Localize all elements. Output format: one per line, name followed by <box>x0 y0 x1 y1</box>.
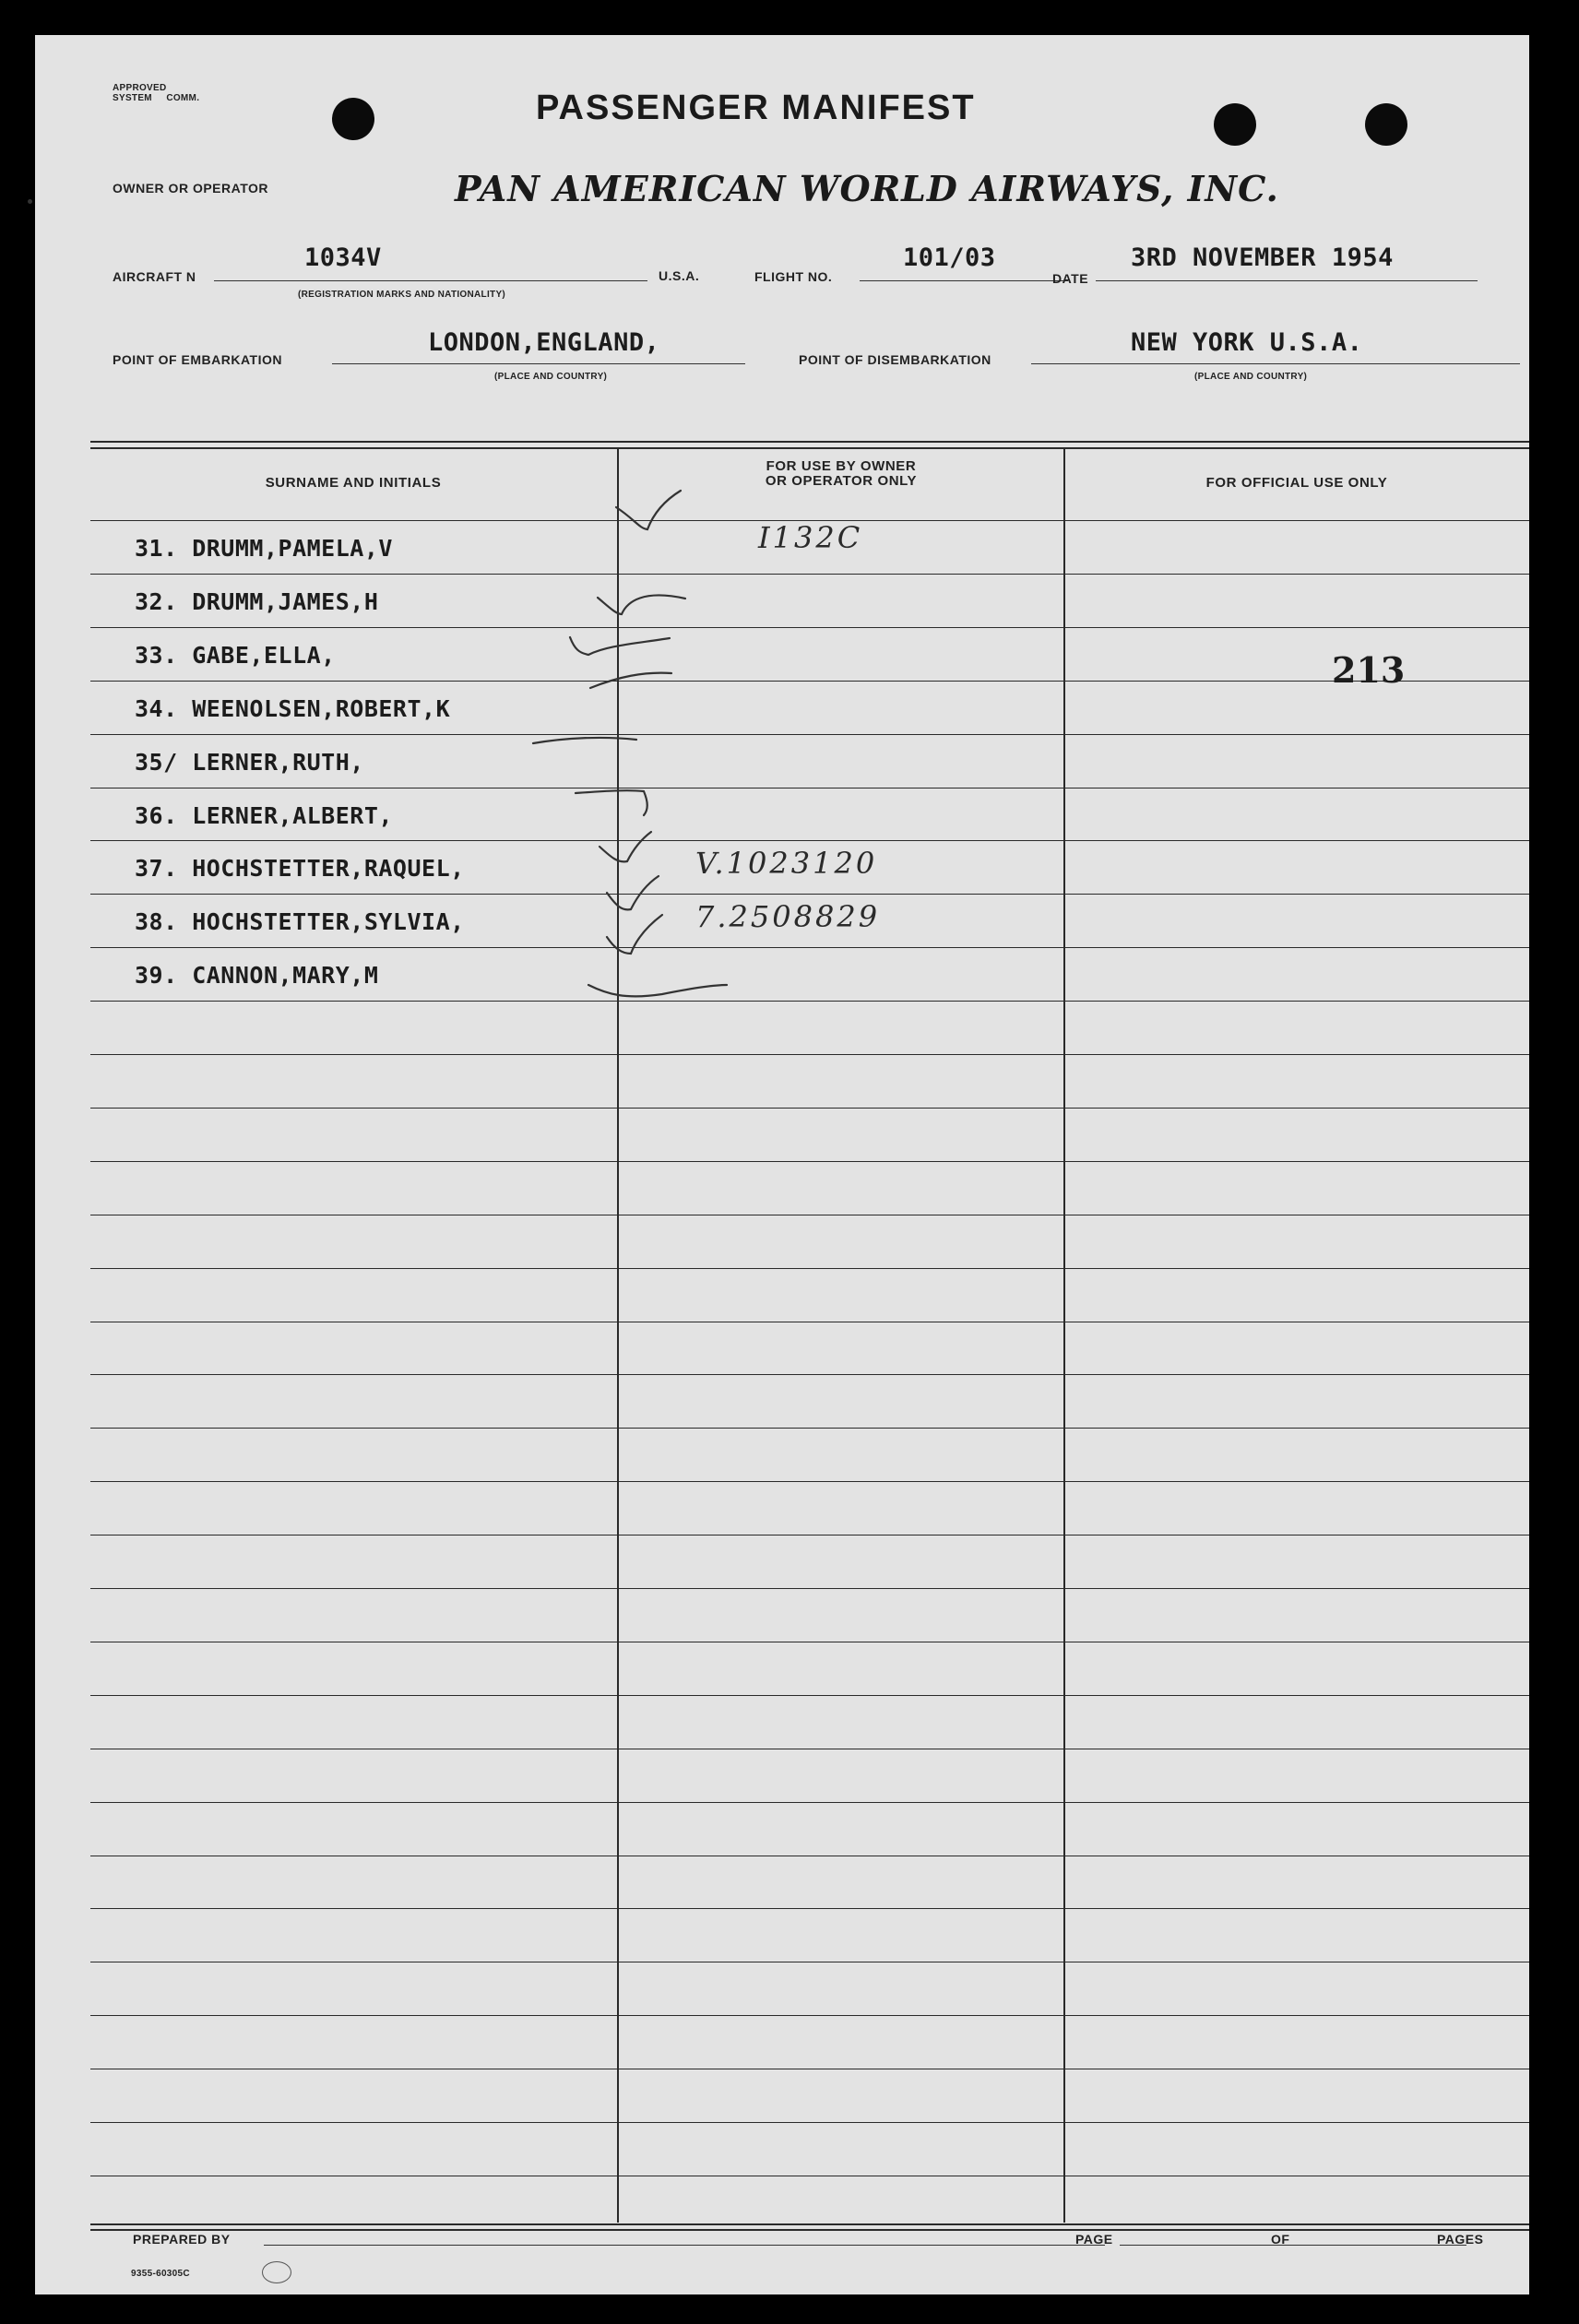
of-label: OF <box>1271 2232 1290 2247</box>
passenger-name: 39. CANNON,MARY,M <box>135 962 379 990</box>
passenger-name: 36. LERNER,ALBERT, <box>135 801 393 829</box>
owner-note: 7.2508829 <box>695 899 881 935</box>
embark-label: POINT OF EMBARKATION <box>113 352 282 367</box>
names-column-header: SURNAME AND INITIALS <box>265 475 442 491</box>
prepared-label: PREPARED BY <box>133 2232 231 2247</box>
owner-label: OWNER OR OPERATOR <box>113 181 268 196</box>
aircraft-caption: (REGISTRATION MARKS AND NATIONALITY) <box>298 290 506 300</box>
checkmark-annotations <box>35 35 1529 2294</box>
owner-note: V.1023120 <box>695 846 878 882</box>
date-label: DATE <box>1052 271 1089 286</box>
passenger-name: 33. GABE,ELLA, <box>135 641 336 669</box>
date-value: 3RD NOVEMBER 1954 <box>1131 243 1394 272</box>
flight-value: 101/03 <box>903 243 996 272</box>
prepared-underline <box>264 2245 1105 2246</box>
passenger-name: 35/ LERNER,RUTH, <box>135 748 364 776</box>
passenger-name: 32. DRUMM,JAMES,H <box>135 587 379 615</box>
disembark-caption: (PLACE AND COUNTRY) <box>1194 372 1308 382</box>
embark-caption: (PLACE AND COUNTRY) <box>494 372 608 382</box>
official-column-header: FOR OFFICIAL USE ONLY <box>1205 475 1388 491</box>
usa-label: U.S.A. <box>659 268 700 283</box>
form-title: PASSENGER MANIFEST <box>536 89 976 127</box>
owner-note: I132C <box>758 520 863 555</box>
official-note: 213 <box>1332 649 1406 691</box>
approval-stamp: APPROVED SYSTEM COMM. <box>113 83 200 103</box>
airline-name: PAN AMERICAN WORLD AIRWAYS, INC. <box>455 168 1279 209</box>
printer-seal-icon <box>262 2261 291 2283</box>
table-bottom-rule <box>90 2223 1529 2225</box>
page-label: PAGE <box>1075 2232 1113 2247</box>
aircraft-value: 1034V <box>304 243 382 272</box>
embark-value: LONDON,ENGLAND, <box>428 328 660 357</box>
owner-column-header: FOR USE BY OWNER OR OPERATOR ONLY <box>765 458 918 489</box>
margin-dot <box>28 199 32 204</box>
manifest-sheet <box>35 35 1529 2294</box>
disembark-value: NEW YORK U.S.A. <box>1131 328 1363 357</box>
passenger-name: 37. HOCHSTETTER,RAQUEL, <box>135 855 465 883</box>
flight-label: FLIGHT NO. <box>754 269 833 284</box>
table-bottom-rule-2 <box>90 2229 1529 2231</box>
passenger-name: 34. WEENOLSEN,ROBERT,K <box>135 694 451 722</box>
aircraft-label: AIRCRAFT N <box>113 269 196 284</box>
pages-label: PAGES <box>1437 2232 1484 2247</box>
disembark-label: POINT OF DISEMBARKATION <box>799 352 991 367</box>
form-number: 9355-60305C <box>131 2269 190 2279</box>
passenger-name: 38. HOCHSTETTER,SYLVIA, <box>135 908 465 936</box>
passenger-name: 31. DRUMM,PAMELA,V <box>135 535 393 562</box>
